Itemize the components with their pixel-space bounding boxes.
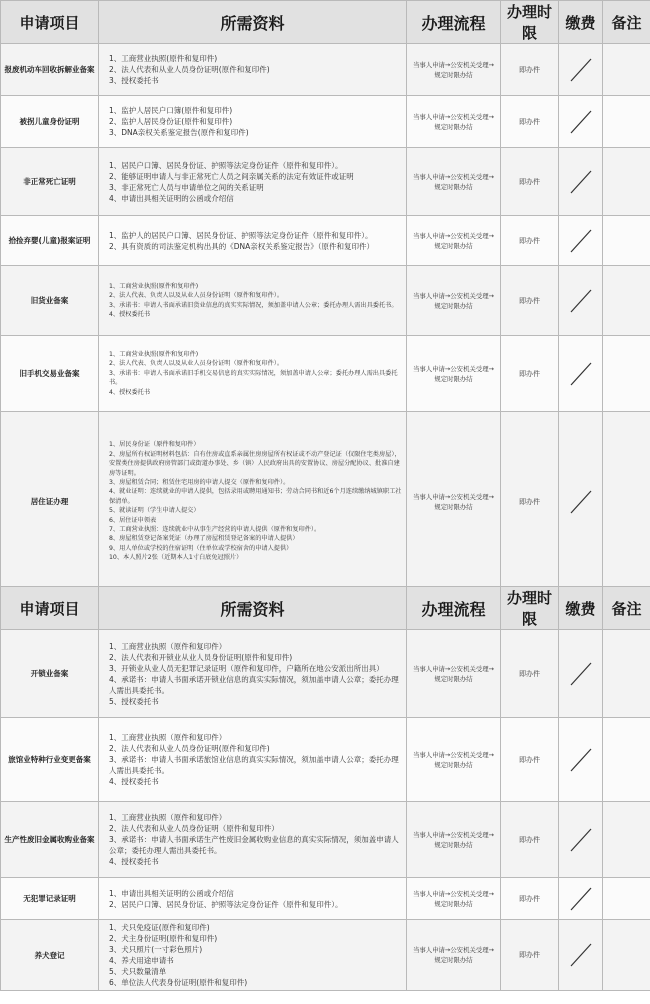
fee-cell [559, 878, 603, 920]
material-line: 2、能够证明申请人与非正常死亡人员之间亲属关系的法定有效证件或证明 [109, 171, 354, 181]
time-cell: 即办件 [501, 630, 559, 718]
header-item: 申请项目 [1, 1, 99, 44]
material-line: 7、工商营业执照：连续就业中从事生产经营的申请人提供（原件和复印件）。 [109, 526, 321, 534]
material-line: 10、本人照片2张（近期本人1寸白底免冠照片） [109, 554, 243, 562]
materials-cell [99, 336, 407, 412]
time-cell: 即办件 [501, 148, 559, 216]
material-line: 4、就业证明：连续就业的申请人提供，包括录用或聘用通知书；劳动合同书和近6个月连续缴纳城镇职工社保清单。 [109, 488, 402, 505]
material-line: 1、工商营业执照（原件和复印件） [109, 641, 227, 651]
process-line: 当事人申请→公安机关受理→ [412, 60, 494, 69]
item-name: 居住证办理 [1, 412, 99, 592]
material-line: 4、授权委托书 [109, 857, 159, 866]
material-line: 1、工商营业执照(原件和复印件) [109, 282, 199, 290]
note-cell [603, 412, 650, 592]
process-cell [407, 718, 501, 802]
note-cell [603, 802, 650, 878]
process-line: 规定时限办结 [434, 674, 473, 683]
fee-cell [559, 718, 603, 802]
header-fee: 缴费 [559, 587, 603, 630]
item-name: 旧手机交易业备案 [1, 336, 99, 412]
process-cell [407, 96, 501, 148]
material-line: 5、授权委托书 [109, 696, 159, 706]
process-line: 当事人申请→公安机关受理→ [412, 172, 494, 181]
table-row [1, 630, 650, 718]
material-line: 3、承诺书：申请人书面承诺旧手机交易信息的真实实际情况，须加盖申请人公章；委托办理人需出具委托书。 [109, 369, 398, 387]
process-line: 规定时限办结 [434, 374, 473, 383]
time-cell: 即办件 [501, 96, 559, 148]
materials-cell [99, 412, 407, 592]
material-line: 3、房屋租赁合同；租赁住宅用房的申请人提交（原件和复印件）。 [109, 478, 290, 486]
materials-cell [99, 266, 407, 336]
table-row [1, 44, 650, 96]
table-row [1, 96, 650, 148]
note-cell [603, 44, 650, 96]
process-line: 当事人申请→公安机关受理→ [412, 750, 494, 759]
slash-mark [568, 169, 594, 195]
materials-cell [99, 920, 407, 991]
materials-cell [99, 878, 407, 920]
process-cell [407, 266, 501, 336]
slash-mark [568, 288, 594, 314]
table-row [1, 216, 650, 266]
material-line: 4、授权委托书 [109, 388, 151, 396]
material-line: 1、工商营业执照（原件和复印件） [109, 733, 227, 742]
process-cell [407, 336, 501, 412]
note-cell [603, 920, 650, 991]
process-cell [407, 44, 501, 96]
materials-cell [99, 718, 407, 802]
material-line: 2、犬主身份证明(原件和复印件) [109, 934, 218, 943]
header-time: 办理时限 [501, 1, 559, 44]
material-line: 4、申请出具相关证明的公函或介绍信 [109, 193, 234, 203]
fee-cell [559, 802, 603, 878]
material-line: 2、法人代表和从业人员身份证明(原件和复印件) [109, 744, 270, 753]
time-cell: 即办件 [501, 44, 559, 96]
process-line: 规定时限办结 [434, 70, 473, 79]
material-line: 1、居民身份证（原件和复印件） [109, 441, 200, 449]
time-cell: 即办件 [501, 802, 559, 878]
material-line: 3、DNA亲权关系鉴定报告(原件和复印件) [109, 128, 249, 137]
materials-cell [99, 630, 407, 718]
material-line: 2、法人代表、负责人以及从业人员身份证明（原件和复印件）。 [109, 360, 284, 368]
process-line: 当事人申请→公安机关受理→ [412, 112, 494, 121]
time-cell: 即办件 [501, 412, 559, 592]
materials-cell [99, 216, 407, 266]
process-line: 当事人申请→公安机关受理→ [412, 291, 494, 300]
material-line: 1、工商营业执照(原件和复印件) [109, 54, 218, 63]
material-line: 5、犬只数量清单 [109, 967, 167, 976]
material-line: 3、犬只照片(一寸彩色照片) [109, 945, 203, 954]
header-time: 办理时限 [501, 587, 559, 630]
material-line: 3、承诺书：申请人书面承诺旧货业信息的真实实际情况，须加盖申请人公章；委托办理人需出具委托书。 [109, 301, 398, 309]
item-name: 拾捡弃婴(儿童)报案证明 [1, 216, 99, 266]
material-line: 2、法人代表和从业人员身份证明(原件和复印件) [109, 65, 270, 74]
header-note: 备注 [603, 587, 650, 630]
process-line: 规定时限办结 [434, 122, 473, 131]
table-row [1, 920, 650, 991]
process-line: 当事人申请→公安机关受理→ [412, 364, 494, 373]
fee-cell [559, 216, 603, 266]
item-name: 无犯罪记录证明 [1, 878, 99, 920]
slash-mark [568, 228, 594, 254]
header-process: 办理流程 [407, 587, 501, 630]
table-row [1, 718, 650, 802]
material-line: 3、授权委托书 [109, 76, 159, 85]
process-line: 规定时限办结 [434, 840, 473, 849]
process-cell [407, 802, 501, 878]
process-line: 规定时限办结 [434, 956, 473, 964]
item-name: 开锁业备案 [1, 630, 99, 718]
material-line: 5、就读证明（学生申请人提交） [109, 507, 200, 515]
material-line: 2、法人代表和开锁业从业人员身份证明(原件和复印件) [109, 652, 293, 662]
slash-mark [568, 942, 594, 968]
table-row [1, 412, 650, 592]
process-line: 当事人申请→公安机关受理→ [412, 889, 494, 898]
header-note: 备注 [603, 1, 650, 44]
slash-mark [568, 827, 594, 853]
table-row [1, 878, 650, 920]
process-line: 当事人申请→公安机关受理→ [412, 492, 494, 501]
material-line: 1、工商营业执照(原件和复印件) [109, 350, 199, 358]
process-line: 规定时限办结 [434, 760, 473, 769]
fee-cell [559, 412, 603, 592]
item-name: 旧货业备案 [1, 266, 99, 336]
time-cell: 即办件 [501, 920, 559, 991]
fee-cell [559, 266, 603, 336]
materials-cell [99, 44, 407, 96]
process-cell [407, 148, 501, 216]
process-line: 规定时限办结 [434, 241, 473, 250]
process-line: 规定时限办结 [434, 899, 473, 908]
material-line: 6、单位法人代表身份证明(原件和复印件) [109, 978, 248, 987]
process-line: 当事人申请→公安机关受理→ [412, 946, 494, 954]
process-line: 当事人申请→公安机关受理→ [412, 231, 494, 240]
material-line: 2、法人代表和从业人员身份证明（原件和复印件） [109, 824, 279, 833]
slash-mark [568, 361, 594, 387]
note-cell [603, 266, 650, 336]
material-line: 1、居民户口簿、居民身份证、护照等法定身份证件（原件和复印件）。 [109, 160, 343, 170]
header-materials: 所需资料 [99, 1, 407, 44]
table-header-row [1, 587, 650, 630]
header-fee: 缴费 [559, 1, 603, 44]
item-name: 非正常死亡证明 [1, 148, 99, 216]
item-name: 旅馆业特种行业变更备案 [1, 718, 99, 802]
time-cell: 即办件 [501, 718, 559, 802]
fee-cell [559, 920, 603, 991]
time-cell: 即办件 [501, 878, 559, 920]
material-line: 3、开锁业从业人员无犯罪记录证明（原件和复印件，户籍所在地公安派出所出具） [109, 663, 384, 673]
item-name: 报废机动车回收拆解业备案 [1, 44, 99, 96]
material-line: 4、授权委托书 [109, 310, 151, 318]
slash-mark [568, 886, 594, 912]
process-line: 规定时限办结 [434, 182, 473, 191]
material-line: 3、承诺书：申请人书面承诺生产性废旧金属收购业信息的真实实际情况，须加盖申请人公章；委托办理人需出具委托书。 [109, 835, 399, 855]
material-line: 4、授权委托书 [109, 777, 159, 786]
note-cell [603, 96, 650, 148]
fee-cell [559, 630, 603, 718]
slash-mark [568, 109, 594, 135]
material-line: 1、监护人的居民户口簿、居民身份证、护照等法定身份证件（原件和复印件）。 [109, 230, 373, 240]
material-line: 3、非正常死亡人员与申请单位之间的关系证明 [109, 182, 264, 192]
material-line: 3、承诺书：申请人书面承诺旅馆业信息的真实实际情况，须加盖申请人公章；委托办理人需出具委托书。 [109, 755, 399, 775]
slash-mark [568, 489, 594, 515]
fee-cell [559, 96, 603, 148]
table-header-row [1, 1, 650, 44]
fee-cell [559, 336, 603, 412]
process-line: 当事人申请→公安机关受理→ [412, 830, 494, 839]
material-line: 4、承诺书：申请人书面承诺开锁业信息的真实实际情况，须加盖申请人公章；委托办理人需出具委托书。 [109, 674, 399, 695]
item-name: 生产性废旧金属收购业备案 [1, 802, 99, 878]
header-process: 办理流程 [407, 1, 501, 44]
service-table-2 [0, 586, 650, 991]
note-cell [603, 630, 650, 718]
process-line: 当事人申请→公安机关受理→ [412, 664, 494, 673]
process-cell [407, 920, 501, 991]
material-line: 2、具有资质的司法鉴定机构出具的《DNA亲权关系鉴定报告》（原件和复印件） [109, 241, 375, 251]
table-row [1, 802, 650, 878]
material-line: 8、房屋租赁登记备案凭证（办理了房屋租赁登记备案的申请人提供） [109, 535, 299, 543]
process-line: 规定时限办结 [434, 502, 473, 511]
material-line: 2、监护人居民身份证(原件和复印件) [109, 117, 233, 126]
material-line: 1、犬只免疫证(原件和复印件) [109, 923, 210, 932]
slash-mark [568, 661, 594, 687]
material-line: 2、房屋所有权证明材料包括：自有住房或直系亲属住房房屋所有权证或不动产登记证（仅限住宅类房屋），安置类住房提供政府房管部门或街道办事处、乡（镇）人民政府出具的安置协议、房屋分配协议、批准自建房等证明。 [109, 450, 401, 477]
note-cell [603, 718, 650, 802]
material-line: 1、申请出具相关证明的公函或介绍信 [109, 888, 234, 898]
material-line: 4、养犬用途申请书 [109, 956, 174, 965]
header-item: 申请项目 [1, 587, 99, 630]
table-row [1, 266, 650, 336]
process-cell [407, 216, 501, 266]
note-cell [603, 336, 650, 412]
process-cell [407, 878, 501, 920]
note-cell [603, 148, 650, 216]
process-cell [407, 412, 501, 592]
time-cell: 即办件 [501, 336, 559, 412]
material-line: 2、居民户口簿、居民身份证、护照等法定身份证件（原件和复印件）。 [109, 899, 343, 909]
material-line: 1、工商营业执照（原件和复印件） [109, 813, 227, 822]
note-cell [603, 216, 650, 266]
material-line: 6、居住证申领表 [109, 516, 157, 524]
time-cell: 即办件 [501, 266, 559, 336]
fee-cell [559, 44, 603, 96]
item-name: 被拐儿童身份证明 [1, 96, 99, 148]
material-line: 2、法人代表、负责人以及从业人员身份证明（原件和复印件）。 [109, 292, 284, 300]
item-name: 养犬登记 [1, 920, 99, 991]
materials-cell [99, 96, 407, 148]
table-row [1, 148, 650, 216]
materials-cell [99, 148, 407, 216]
slash-mark [568, 747, 594, 773]
material-line: 9、用人单位或学校的住宿证明（住单位或学校宿舍的申请人提供） [109, 544, 293, 552]
note-cell [603, 878, 650, 920]
process-line: 规定时限办结 [434, 301, 473, 310]
header-materials: 所需资料 [99, 587, 407, 630]
table-row [1, 336, 650, 412]
slash-mark [568, 57, 594, 83]
material-line: 1、监护人居民户口簿(原件和复印件) [109, 106, 233, 115]
time-cell: 即办件 [501, 216, 559, 266]
materials-cell [99, 802, 407, 878]
fee-cell [559, 148, 603, 216]
process-cell [407, 630, 501, 718]
